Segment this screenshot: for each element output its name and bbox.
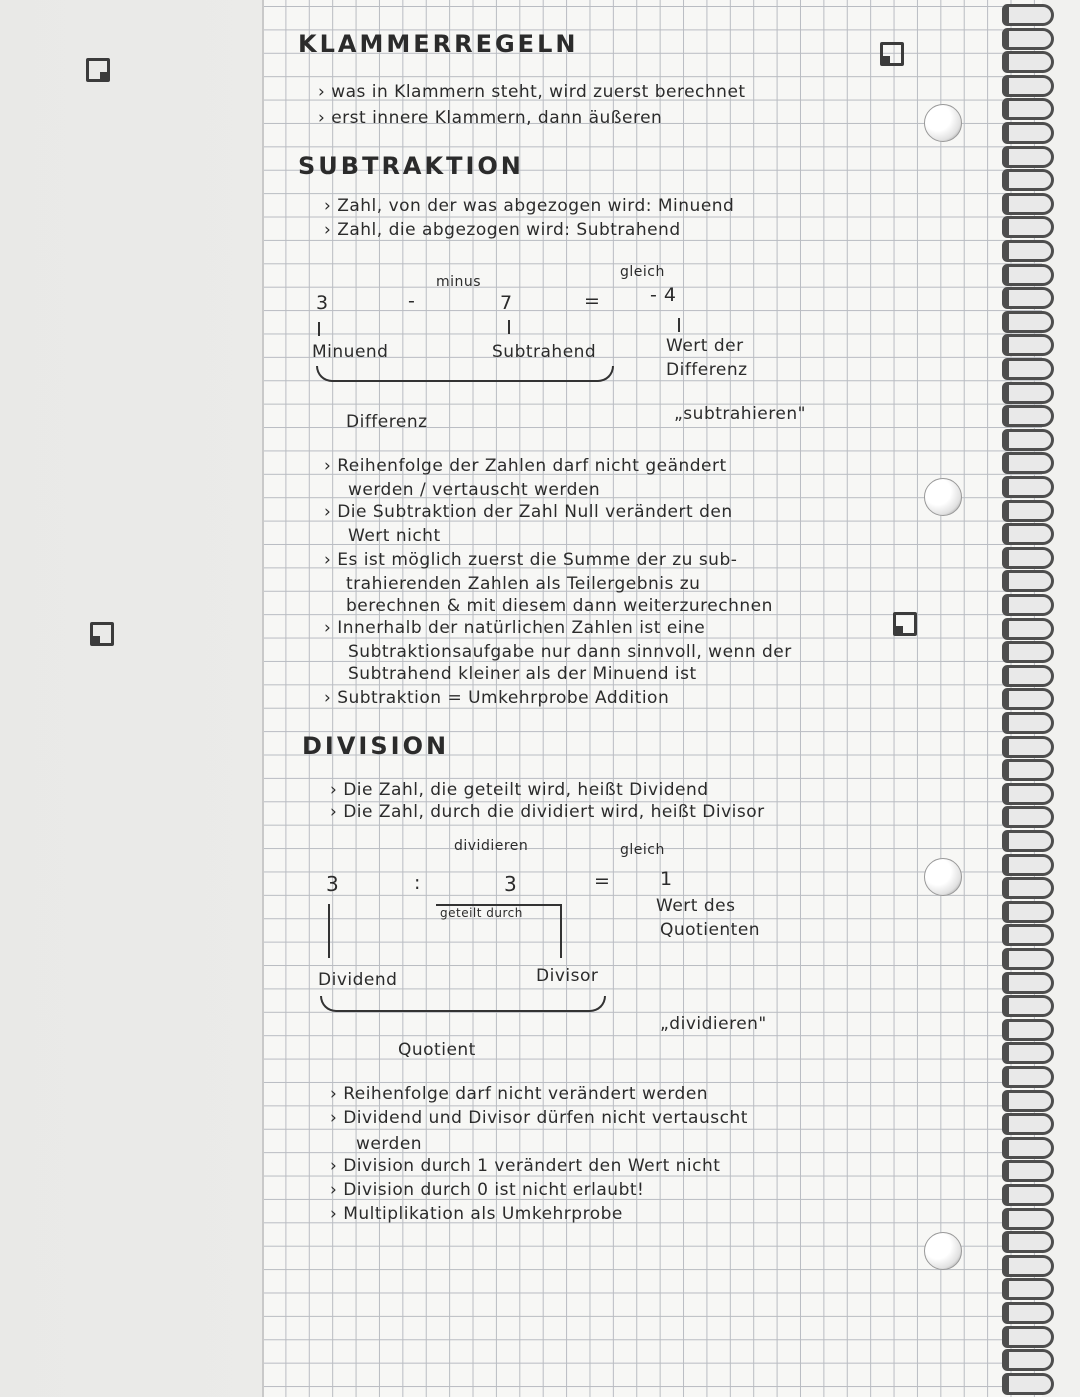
spiral-ring bbox=[1002, 712, 1054, 734]
spiral-ring bbox=[1002, 1326, 1054, 1348]
spiral-ring bbox=[1002, 523, 1054, 545]
spiral-ring bbox=[1002, 1042, 1054, 1064]
subtraktion-note: Subtrahend kleiner als der Minuend ist bbox=[348, 664, 697, 684]
label-result: Differenz bbox=[666, 360, 748, 380]
spiral-ring bbox=[1002, 264, 1054, 286]
spiral-ring bbox=[1002, 75, 1054, 97]
spiral-ring bbox=[1002, 1137, 1054, 1159]
spiral-ring bbox=[1002, 759, 1054, 781]
spiral-ring bbox=[1002, 877, 1054, 899]
spiral-ring bbox=[1002, 4, 1054, 26]
spiral-ring bbox=[1002, 1208, 1054, 1230]
spiral-ring bbox=[1002, 665, 1054, 687]
page-margin bbox=[262, 0, 264, 1397]
spiral-ring bbox=[1002, 594, 1054, 616]
punch-hole-icon bbox=[924, 478, 962, 516]
differenz-brace bbox=[316, 366, 614, 382]
spiral-ring bbox=[1002, 311, 1054, 333]
spiral-ring bbox=[1002, 830, 1054, 852]
equals-label: gleich bbox=[620, 264, 665, 280]
equation-dividend: 3 bbox=[326, 872, 340, 896]
label-result: Quotienten bbox=[660, 920, 761, 940]
subtraktion-note: › Die Subtraktion der Zahl Null verändert den bbox=[324, 502, 733, 522]
spiral-ring bbox=[1002, 452, 1054, 474]
label-dividend: Dividend bbox=[318, 970, 398, 990]
quotient-brace bbox=[320, 996, 606, 1012]
spiral-ring bbox=[1002, 334, 1054, 356]
corner-marker-icon bbox=[880, 42, 904, 66]
subtraktion-note: › Subtraktion = Umkehrprobe Addition bbox=[324, 688, 669, 708]
pointer-line bbox=[328, 904, 330, 958]
spiral-ring bbox=[1002, 1278, 1054, 1300]
spiral-ring bbox=[1002, 382, 1054, 404]
label-verb: „subtrahieren" bbox=[674, 404, 806, 424]
spiral-ring bbox=[1002, 1255, 1054, 1277]
spiral-ring bbox=[1002, 51, 1054, 73]
spiral-ring bbox=[1002, 688, 1054, 710]
spiral-ring bbox=[1002, 216, 1054, 238]
division-definition: › Die Zahl, die geteilt wird, heißt Dividend bbox=[330, 780, 709, 800]
spiral-ring bbox=[1002, 122, 1054, 144]
spiral-ring bbox=[1002, 169, 1054, 191]
corner-marker-icon bbox=[86, 58, 110, 82]
spiral-ring bbox=[1002, 924, 1054, 946]
spiral-ring bbox=[1002, 28, 1054, 50]
spiral-ring bbox=[1002, 736, 1054, 758]
label-result: Wert der bbox=[666, 336, 744, 356]
equation-equals: = bbox=[594, 870, 611, 892]
subtraktion-note: › Reihenfolge der Zahlen darf nicht geändert bbox=[324, 456, 727, 476]
equation-subtrahend: 7 bbox=[500, 292, 513, 314]
equals-label: gleich bbox=[620, 842, 665, 858]
klammer-rule: › was in Klammern steht, wird zuerst berechnet bbox=[318, 82, 746, 102]
spiral-ring bbox=[1002, 547, 1054, 569]
spiral-ring bbox=[1002, 1231, 1054, 1253]
subtraktion-note: › Es ist möglich zuerst die Summe der zu sub- bbox=[324, 550, 737, 570]
section-title-subtraktion: SUBTRAKTION bbox=[298, 152, 524, 180]
spiral-ring bbox=[1002, 1066, 1054, 1088]
subtraktion-note: trahierenden Zahlen als Teilergebnis zu bbox=[346, 574, 701, 594]
spiral-ring bbox=[1002, 806, 1054, 828]
subtraktion-note: berechnen & mit diesem dann weiterzurechnen bbox=[346, 596, 773, 616]
pointer-line bbox=[318, 322, 320, 336]
equation-minuend: 3 bbox=[316, 292, 329, 314]
subtraktion-note: Subtraktionsaufgabe nur dann sinnvoll, wenn der bbox=[348, 642, 792, 662]
punch-hole-icon bbox=[924, 104, 962, 142]
subtraktion-note: › Innerhalb der natürlichen Zahlen ist eine bbox=[324, 618, 705, 638]
label-minuend: Minuend bbox=[312, 342, 389, 362]
label-subtrahend: Subtrahend bbox=[492, 342, 597, 362]
pointer-line bbox=[436, 904, 562, 906]
division-note: › Multiplikation als Umkehrprobe bbox=[330, 1204, 623, 1224]
spiral-binding bbox=[1002, 0, 1080, 1397]
division-definition: › Die Zahl, durch die dividiert wird, heißt Divisor bbox=[330, 802, 765, 822]
subtraktion-definition: › Zahl, die abgezogen wird: Subtrahend bbox=[324, 220, 681, 240]
pointer-line bbox=[508, 320, 510, 334]
spiral-ring bbox=[1002, 1373, 1054, 1395]
label-quotient: Quotient bbox=[398, 1040, 476, 1060]
spiral-ring bbox=[1002, 570, 1054, 592]
pointer-line bbox=[560, 904, 562, 958]
spiral-ring bbox=[1002, 240, 1054, 262]
klammer-rule: › erst innere Klammern, dann äußeren bbox=[318, 108, 662, 128]
equation-result: 1 bbox=[660, 868, 673, 890]
division-note: › Division durch 1 verändert den Wert nicht bbox=[330, 1156, 720, 1176]
spiral-ring bbox=[1002, 1090, 1054, 1112]
corner-marker-icon bbox=[90, 622, 114, 646]
spiral-ring bbox=[1002, 618, 1054, 640]
spiral-ring bbox=[1002, 500, 1054, 522]
spiral-ring bbox=[1002, 405, 1054, 427]
spiral-ring bbox=[1002, 1019, 1054, 1041]
spiral-ring bbox=[1002, 783, 1054, 805]
label-verb: „dividieren" bbox=[660, 1014, 767, 1034]
spiral-ring bbox=[1002, 1160, 1054, 1182]
spiral-ring bbox=[1002, 358, 1054, 380]
division-note: › Division durch 0 ist nicht erlaubt! bbox=[330, 1180, 644, 1200]
spiral-ring bbox=[1002, 1349, 1054, 1371]
subtraktion-note: werden / vertauscht werden bbox=[348, 480, 601, 500]
spiral-ring bbox=[1002, 476, 1054, 498]
pointer-line bbox=[678, 318, 680, 332]
section-title-klammerregeln: KLAMMERREGELN bbox=[298, 30, 579, 58]
operator-label: dividieren bbox=[454, 838, 529, 854]
spiral-ring bbox=[1002, 995, 1054, 1017]
section-title-division: DIVISION bbox=[302, 732, 450, 760]
spiral-ring bbox=[1002, 1184, 1054, 1206]
equation-equals: = bbox=[584, 290, 601, 312]
subtraktion-definition: › Zahl, von der was abgezogen wird: Minuend bbox=[324, 196, 734, 216]
label-divisor: Divisor bbox=[536, 966, 599, 986]
spiral-ring bbox=[1002, 146, 1054, 168]
equation-operator: - bbox=[408, 290, 416, 312]
division-note: › Reihenfolge darf nicht verändert werden bbox=[330, 1084, 708, 1104]
punch-hole-icon bbox=[924, 1232, 962, 1270]
spiral-ring bbox=[1002, 1302, 1054, 1324]
equation-result: - 4 bbox=[650, 284, 677, 306]
spiral-ring bbox=[1002, 854, 1054, 876]
corner-marker-icon bbox=[893, 612, 917, 636]
subtraktion-note: Wert nicht bbox=[348, 526, 441, 546]
spiral-ring bbox=[1002, 429, 1054, 451]
spiral-ring bbox=[1002, 641, 1054, 663]
equation-operator: : bbox=[414, 872, 421, 894]
spiral-ring bbox=[1002, 972, 1054, 994]
spiral-ring bbox=[1002, 948, 1054, 970]
spiral-ring bbox=[1002, 1113, 1054, 1135]
spiral-ring bbox=[1002, 287, 1054, 309]
spiral-ring bbox=[1002, 98, 1054, 120]
label-differenz: Differenz bbox=[346, 412, 428, 432]
division-note: werden bbox=[356, 1134, 423, 1154]
spiral-ring bbox=[1002, 193, 1054, 215]
equation-divisor: 3 bbox=[504, 872, 518, 896]
operator-sublabel: geteilt durch bbox=[440, 906, 523, 920]
punch-hole-icon bbox=[924, 858, 962, 896]
division-note: › Dividend und Divisor dürfen nicht vertauscht bbox=[330, 1108, 748, 1128]
spiral-ring bbox=[1002, 901, 1054, 923]
operator-label: minus bbox=[436, 274, 482, 290]
label-result: Wert des bbox=[656, 896, 736, 916]
